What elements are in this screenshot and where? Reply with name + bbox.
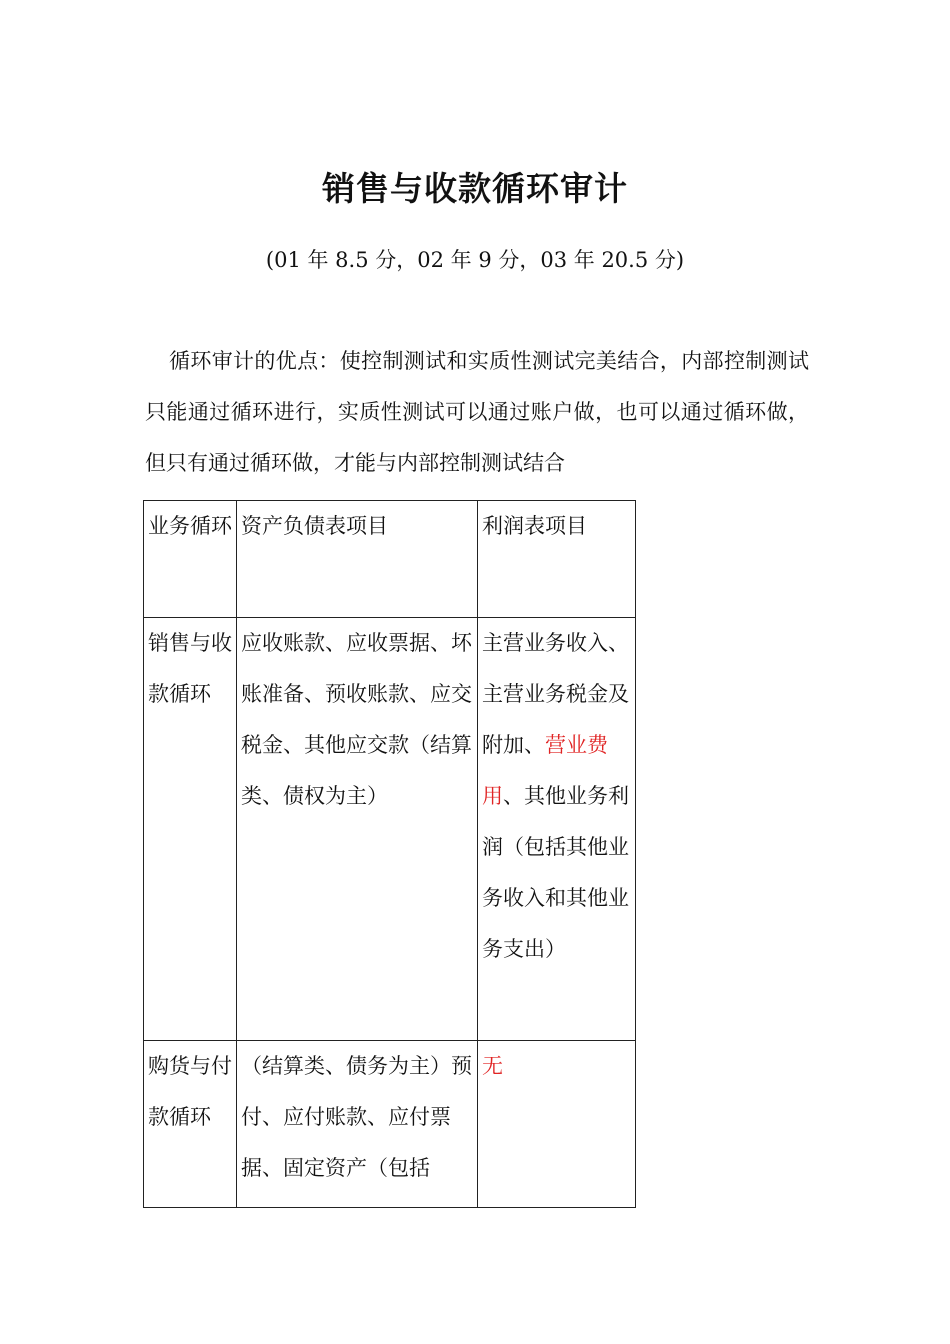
cell-balance-purchase: （结算类、债务为主）预付、应付账款、应付票据、固定资产（包括 bbox=[237, 1041, 478, 1208]
header-income-statement: 利润表项目 bbox=[478, 501, 636, 618]
page-title: 销售与收款循环审计 bbox=[322, 169, 628, 208]
income-text-after: 、其他业务利润（包括其他业务收入和其他业务支出） bbox=[482, 784, 629, 961]
income-highlight-red: 营业费用 bbox=[482, 733, 608, 808]
cell-balance-sales: 应收账款、应收票据、坏账准备、预收账款、应交税金、其他应交款（结算类、债权为主） bbox=[237, 618, 478, 1041]
header-cycle: 业务循环 bbox=[144, 501, 237, 618]
cycle-table bbox=[143, 500, 636, 1208]
table-header-row bbox=[144, 501, 636, 618]
cell-income-sales bbox=[478, 618, 636, 1041]
income-text-before: 主营业务收入、主营业务税金及附加、 bbox=[482, 631, 629, 757]
table-row bbox=[144, 1041, 636, 1208]
income-none-red: 无 bbox=[482, 1054, 503, 1078]
header-balance-sheet: 资产负债表项目 bbox=[237, 501, 478, 618]
table-row bbox=[144, 618, 636, 1041]
cell-cycle-purchase: 购货与付款循环 bbox=[144, 1041, 237, 1208]
cell-income-purchase bbox=[478, 1041, 636, 1208]
score-subtitle: (01 年 8.5 分，02 年 9 分，03 年 20.5 分) bbox=[265, 248, 685, 272]
cell-cycle-sales: 销售与收款循环 bbox=[144, 618, 237, 1041]
intro-paragraph: 循环审计的优点：使控制测试和实质性测试完美结合，内部控制测试只能通过循环进行，实质性测试可以通过账户做，也可以通过循环做，但只有通过循环做，才能与内部控制测试结合 bbox=[145, 349, 809, 475]
